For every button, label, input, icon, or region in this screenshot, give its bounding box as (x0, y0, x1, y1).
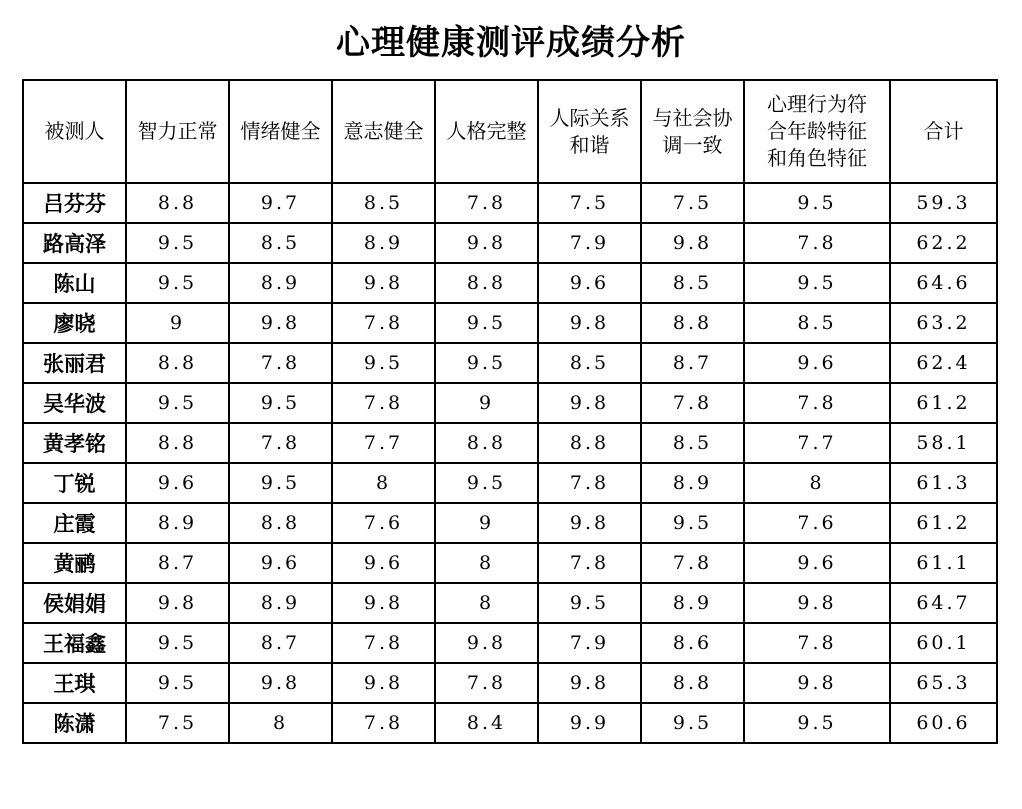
score-cell: 9.5 (229, 383, 332, 423)
score-cell: 8.8 (641, 303, 744, 343)
score-cell: 7.7 (332, 423, 435, 463)
score-cell: 8 (435, 543, 538, 583)
total-score-cell: 61.2 (890, 503, 997, 543)
subject-name-cell: 王福鑫 (23, 623, 126, 663)
score-cell: 9.8 (744, 583, 890, 623)
score-cell: 7.8 (744, 223, 890, 263)
subject-name-cell: 吕芬芬 (23, 183, 126, 223)
header-cell-age-role-behavior: 心理行为符 合年龄特征 和角色特征 (744, 80, 890, 183)
score-cell: 9.6 (229, 543, 332, 583)
table-row (23, 263, 997, 303)
total-score-cell: 61.3 (890, 463, 997, 503)
score-cell: 7.8 (538, 463, 641, 503)
subject-name-cell: 吴华波 (23, 383, 126, 423)
score-cell: 7.8 (641, 543, 744, 583)
score-cell: 8.7 (641, 343, 744, 383)
score-cell: 9.5 (126, 663, 229, 703)
score-cell: 9.5 (641, 703, 744, 743)
table-row (23, 183, 997, 223)
score-cell: 8.5 (332, 183, 435, 223)
subject-name-cell: 陈山 (23, 263, 126, 303)
score-cell: 9 (435, 383, 538, 423)
score-cell: 9.8 (538, 383, 641, 423)
score-cell: 7.8 (538, 543, 641, 583)
score-cell: 9.6 (744, 343, 890, 383)
score-cell: 8.8 (641, 663, 744, 703)
header-cell-subject: 被测人 (23, 80, 126, 183)
score-cell: 9.8 (332, 663, 435, 703)
table-row (23, 583, 997, 623)
score-cell: 9.6 (538, 263, 641, 303)
score-cell: 8.8 (229, 503, 332, 543)
score-cell: 8.8 (126, 423, 229, 463)
total-score-cell: 61.1 (890, 543, 997, 583)
score-cell: 8 (435, 583, 538, 623)
score-cell: 8.8 (538, 423, 641, 463)
score-cell: 8 (744, 463, 890, 503)
total-score-cell: 60.6 (890, 703, 997, 743)
subject-name-cell: 张丽君 (23, 343, 126, 383)
score-cell: 8.4 (435, 703, 538, 743)
score-cell: 9.7 (229, 183, 332, 223)
score-cell: 7.5 (641, 183, 744, 223)
subject-name-cell: 庄霞 (23, 503, 126, 543)
score-cell: 8.9 (229, 263, 332, 303)
score-cell: 8.8 (435, 263, 538, 303)
total-score-cell: 62.2 (890, 223, 997, 263)
score-cell: 7.8 (744, 383, 890, 423)
header-cell-relationships: 人际关系 和谐 (538, 80, 641, 183)
score-cell: 9.5 (744, 703, 890, 743)
header-cell-personality: 人格完整 (435, 80, 538, 183)
score-cell: 9.8 (538, 663, 641, 703)
score-cell: 9.8 (435, 223, 538, 263)
score-table (22, 79, 998, 744)
score-cell: 8.9 (641, 583, 744, 623)
score-cell: 9.8 (538, 303, 641, 343)
score-cell: 9.5 (332, 343, 435, 383)
table-row (23, 343, 997, 383)
score-cell: 7.8 (229, 423, 332, 463)
total-score-cell: 64.6 (890, 263, 997, 303)
score-cell: 9.8 (126, 583, 229, 623)
score-cell: 7.8 (332, 623, 435, 663)
score-cell: 8.8 (126, 343, 229, 383)
page-title: 心理健康测评成绩分析 (336, 23, 686, 63)
score-cell: 9.8 (538, 503, 641, 543)
total-score-cell: 65.3 (890, 663, 997, 703)
score-cell: 9.6 (126, 463, 229, 503)
subject-name-cell: 黄鹂 (23, 543, 126, 583)
score-cell: 7.8 (641, 383, 744, 423)
total-score-cell: 58.1 (890, 423, 997, 463)
score-cell: 7.5 (126, 703, 229, 743)
score-cell: 8.6 (641, 623, 744, 663)
score-cell: 9.5 (126, 263, 229, 303)
score-cell: 9.5 (435, 343, 538, 383)
score-cell: 8.5 (229, 223, 332, 263)
score-cell: 9.5 (744, 263, 890, 303)
subject-name-cell: 丁锐 (23, 463, 126, 503)
score-cell: 7.8 (744, 623, 890, 663)
score-cell: 9.9 (538, 703, 641, 743)
score-cell: 7.8 (332, 703, 435, 743)
score-cell: 8.5 (641, 263, 744, 303)
score-cell: 7.5 (538, 183, 641, 223)
score-cell: 7.6 (744, 503, 890, 543)
total-score-cell: 63.2 (890, 303, 997, 343)
header-cell-emotion: 情绪健全 (229, 80, 332, 183)
score-cell: 7.8 (332, 303, 435, 343)
score-cell: 7.6 (332, 503, 435, 543)
table-row (23, 503, 997, 543)
score-cell: 9.6 (332, 543, 435, 583)
header-row (23, 80, 997, 183)
total-score-cell: 62.4 (890, 343, 997, 383)
score-cell: 8.9 (229, 583, 332, 623)
score-cell: 9.5 (641, 503, 744, 543)
table-row (23, 663, 997, 703)
table-row (23, 383, 997, 423)
header-cell-social-adaptation: 与社会协 调一致 (641, 80, 744, 183)
total-score-cell: 64.7 (890, 583, 997, 623)
header-cell-will: 意志健全 (332, 80, 435, 183)
score-cell: 8.5 (641, 423, 744, 463)
score-cell: 9.5 (126, 623, 229, 663)
score-cell: 8.5 (744, 303, 890, 343)
subject-name-cell: 路高泽 (23, 223, 126, 263)
subject-name-cell: 黄孝铭 (23, 423, 126, 463)
score-cell: 9.5 (435, 303, 538, 343)
score-cell: 9.8 (332, 583, 435, 623)
total-score-cell: 60.1 (890, 623, 997, 663)
subject-name-cell: 王琪 (23, 663, 126, 703)
score-cell: 9 (435, 503, 538, 543)
score-cell: 9.8 (229, 303, 332, 343)
table-row (23, 703, 997, 743)
score-cell: 9 (126, 303, 229, 343)
table-row (23, 623, 997, 663)
header-cell-intelligence: 智力正常 (126, 80, 229, 183)
score-cell: 8.8 (435, 423, 538, 463)
score-cell: 8 (229, 703, 332, 743)
score-cell: 9.5 (744, 183, 890, 223)
table-row (23, 303, 997, 343)
score-cell: 8.7 (126, 543, 229, 583)
score-cell: 7.8 (332, 383, 435, 423)
score-cell: 7.8 (435, 663, 538, 703)
table-row (23, 543, 997, 583)
subject-name-cell: 廖晓 (23, 303, 126, 343)
score-cell: 9.5 (435, 463, 538, 503)
score-cell: 9.5 (229, 463, 332, 503)
score-cell: 9.8 (744, 663, 890, 703)
score-cell: 9.5 (126, 383, 229, 423)
table-body (23, 183, 997, 743)
score-cell: 8.7 (229, 623, 332, 663)
table-row (23, 463, 997, 503)
score-cell: 9.5 (538, 583, 641, 623)
score-cell: 7.9 (538, 623, 641, 663)
score-cell: 9.8 (229, 663, 332, 703)
score-cell: 7.8 (229, 343, 332, 383)
score-cell: 7.7 (744, 423, 890, 463)
score-cell: 8 (332, 463, 435, 503)
subject-name-cell: 侯娟娟 (23, 583, 126, 623)
score-cell: 8.9 (332, 223, 435, 263)
score-cell: 7.9 (538, 223, 641, 263)
header-cell-total: 合计 (890, 80, 997, 183)
score-cell: 8.5 (538, 343, 641, 383)
score-cell: 8.8 (126, 183, 229, 223)
score-cell: 8.9 (641, 463, 744, 503)
score-cell: 7.8 (435, 183, 538, 223)
subject-name-cell: 陈潇 (23, 703, 126, 743)
total-score-cell: 61.2 (890, 383, 997, 423)
score-cell: 9.6 (744, 543, 890, 583)
score-cell: 9.8 (435, 623, 538, 663)
score-cell: 9.8 (332, 263, 435, 303)
score-cell: 9.5 (126, 223, 229, 263)
score-cell: 9.8 (641, 223, 744, 263)
table-row (23, 423, 997, 463)
total-score-cell: 59.3 (890, 183, 997, 223)
score-cell: 8.9 (126, 503, 229, 543)
table-row (23, 223, 997, 263)
